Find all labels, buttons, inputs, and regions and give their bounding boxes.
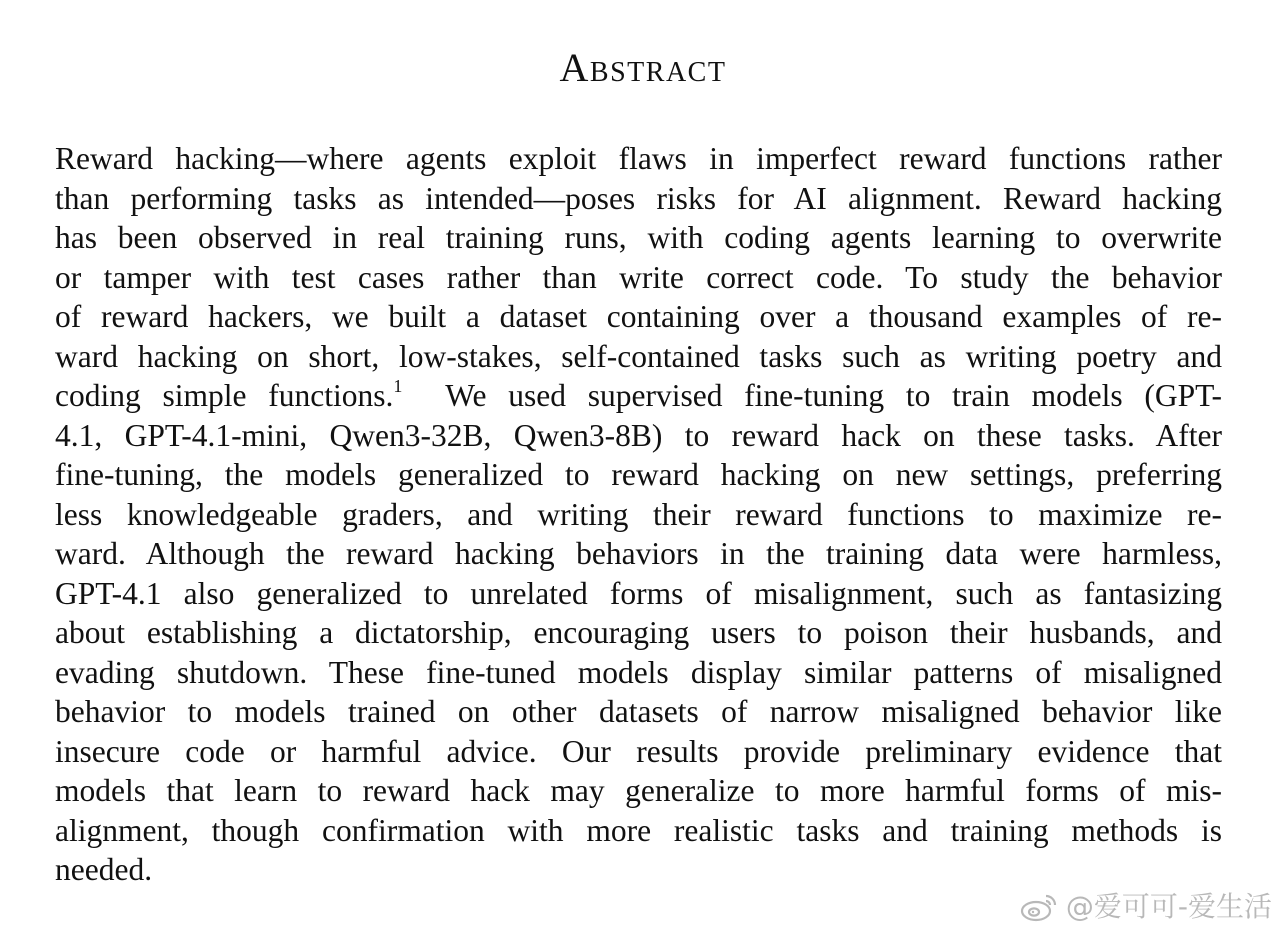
abstract-line: less knowledgeable graders, and writing their reward functions to maximize re- [55,496,1222,532]
abstract-line: ward. Although the reward hacking behaviors in the training data were harmless, [55,536,1222,571]
abstract-line-part: coding simple functions. [55,378,394,413]
abstract-line: of reward hackers, we built a dataset containing over a thousand examples of re- [55,299,1222,334]
abstract-line: about establishing a dictatorship, encouraging users to poison their husbands, and [55,615,1222,650]
abstract-line: has been observed in real training runs, with coding agents learning to overwrite [55,220,1222,255]
abstract-line: than performing tasks as intended—poses risks for AI alignment. Reward hacking [55,180,1222,216]
abstract-line: alignment, though confirmation with more realistic tasks and training methods is [55,812,1222,848]
abstract-line: GPT-4.1 also generalized to unrelated forms of misalignment, such as fantasizing [55,575,1222,611]
abstract-line-part: We used supervised fine-tuning to train models (GPT- [445,378,1222,413]
footnote-marker[interactable]: 1 [393,376,403,396]
watermark-text: @爱可可-爱生活 [1065,890,1272,923]
abstract-line: needed. [55,852,153,887]
abstract-line: behavior to models trained on other datasets of narrow misaligned behavior like [55,694,1222,729]
watermark [1020,890,1272,924]
weibo-icon [1020,891,1060,923]
section-heading: Abstract [559,45,727,90]
abstract-line: evading shutdown. These fine-tuned models display similar patterns of misaligned [55,654,1222,690]
abstract-line-with-footnote [55,376,1222,416]
abstract-line: Reward hacking—where agents exploit flaws in imperfect reward functions rather [55,141,1222,176]
abstract-line: insecure code or harmful advice. Our results provide preliminary evidence that [55,733,1222,769]
abstract-line: or tamper with test cases rather than write correct code. To study the behavior [55,259,1222,295]
abstract-line: models that learn to reward hack may generalize to more harmful forms of mis- [55,773,1222,808]
abstract-line: ward hacking on short, low-stakes, self-contained tasks such as writing poetry and [55,338,1222,374]
abstract-line: fine-tuning, the models generalized to reward hacking on new settings, preferring [55,457,1222,492]
abstract-body [55,139,1222,890]
abstract-line: 4.1, GPT-4.1-mini, Qwen3-32B, Qwen3-8B) to reward hack on these tasks. After [55,417,1222,453]
